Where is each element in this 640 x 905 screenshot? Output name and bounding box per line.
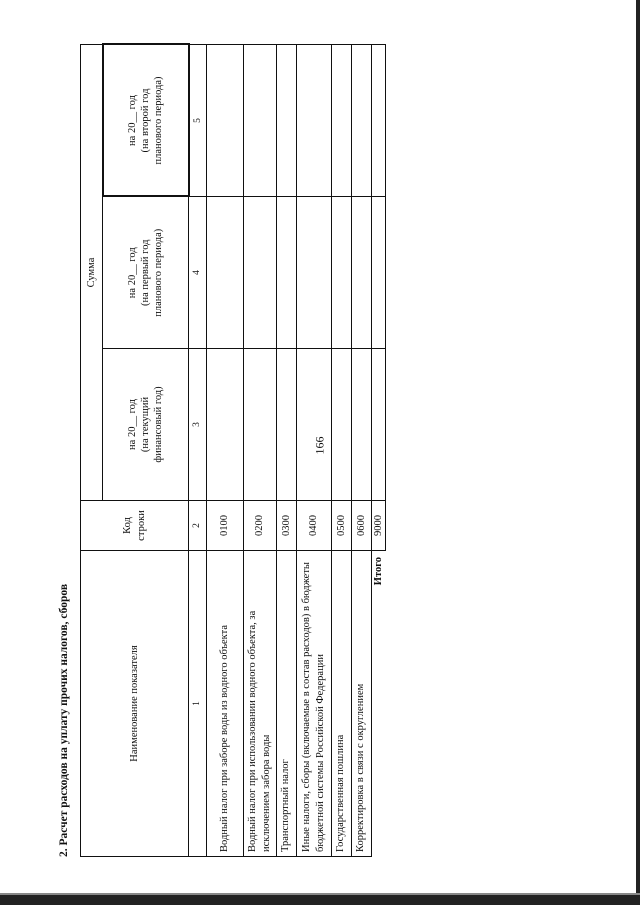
row-name: Государственная пошлина (331, 551, 351, 857)
value-cell[interactable] (331, 349, 351, 501)
header-first-plan-year (103, 197, 189, 349)
header-second-plan-year (103, 44, 189, 196)
header-first-plan-year-line3: планового периода) (153, 228, 165, 317)
value-cell[interactable] (331, 44, 351, 196)
header-name: Наименование показателя (81, 551, 189, 857)
table-row (296, 44, 331, 856)
total-label: Итого (372, 557, 384, 586)
value-cell[interactable] (276, 197, 296, 349)
value-cell[interactable] (351, 44, 371, 196)
header-current-year-line1: на 20__ год (126, 399, 138, 450)
total-row (371, 44, 385, 856)
header-current-year-line2: (на текущий (139, 396, 151, 453)
value-cell[interactable] (296, 44, 331, 196)
rotated-page-content (58, 37, 384, 857)
row-code: 0200 (243, 501, 276, 551)
row-code: 0500 (331, 501, 351, 551)
value-cell[interactable] (351, 349, 371, 501)
column-number: 3 (189, 349, 207, 501)
total-value-cell[interactable] (371, 44, 385, 196)
header-row-1 (81, 44, 103, 856)
total-value-cell[interactable] (371, 349, 385, 501)
value-cell[interactable] (206, 349, 243, 501)
value-cell[interactable] (351, 197, 371, 349)
table-row (243, 44, 276, 856)
value-cell[interactable] (276, 44, 296, 196)
row-name: Транспортный налог (276, 551, 296, 857)
value-cell[interactable] (276, 349, 296, 501)
value-cell[interactable] (206, 197, 243, 349)
total-value-cell[interactable] (371, 197, 385, 349)
page-number: 166 (312, 436, 327, 455)
value-cell[interactable] (206, 44, 243, 196)
header-current-year-line3: финансовый год) (153, 386, 165, 463)
column-number: 2 (189, 501, 207, 551)
header-sum: Сумма (81, 44, 103, 500)
table-row (276, 44, 296, 856)
row-name: Водный налог при использовании водного объекта, за исключением забора воды (243, 551, 276, 857)
value-cell[interactable] (296, 349, 331, 501)
value-cell[interactable] (296, 197, 331, 349)
row-name: Иные налоги, сборы (включаемые в состав расходов) в бюджеты бюджетной системы Российской Федерации (296, 551, 331, 857)
value-cell[interactable] (331, 197, 351, 349)
table-row (206, 44, 243, 856)
row-name: Водный налог при заборе воды из водного объекта (206, 551, 243, 857)
row-code: 0100 (206, 501, 243, 551)
value-cell[interactable] (243, 349, 276, 501)
header-code: Код строки (81, 501, 189, 551)
header-second-plan-year-line1: на 20__ год (126, 95, 138, 146)
value-cell[interactable] (243, 197, 276, 349)
row-code: 0600 (351, 501, 371, 551)
header-second-plan-year-line3: планового периода) (153, 76, 165, 165)
taxes-table (80, 43, 386, 857)
column-number: 1 (189, 551, 207, 857)
section-title: 2. Расчет расходов на уплату прочих налогов, сборов (58, 583, 70, 857)
row-code: 0400 (296, 501, 331, 551)
header-current-year (103, 349, 189, 501)
scan-edge-right (636, 0, 640, 905)
column-number: 5 (189, 44, 207, 196)
header-first-plan-year-line2: (на первый год (139, 239, 151, 307)
table-row (331, 44, 351, 856)
header-second-plan-year-line2: (на второй год (139, 88, 151, 153)
column-number: 4 (189, 197, 207, 349)
row-name: Корректировка в связи с округлением (351, 551, 371, 857)
column-numbers-row (189, 44, 207, 856)
table-row (351, 44, 371, 856)
header-first-plan-year-line1: на 20__ год (126, 247, 138, 299)
total-code: 9000 (371, 501, 385, 551)
row-code: 0300 (276, 501, 296, 551)
scan-edge-bottom (0, 895, 640, 905)
value-cell[interactable] (243, 44, 276, 196)
